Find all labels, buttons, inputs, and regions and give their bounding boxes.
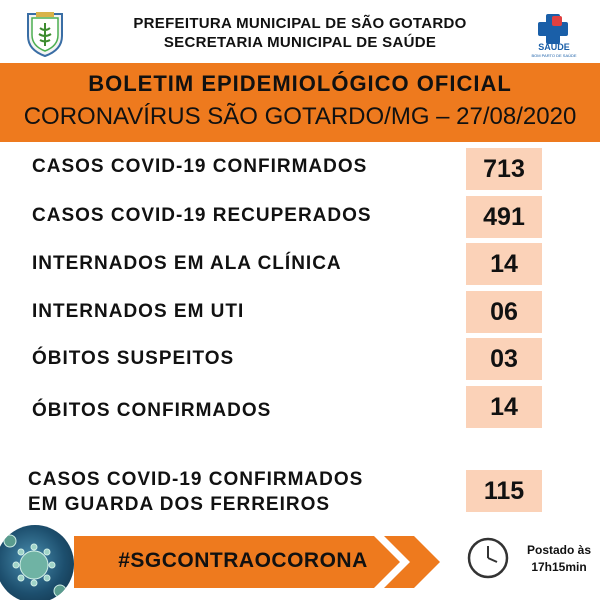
stat-value-clinic: 14	[466, 243, 542, 285]
header-line-2: SECRETARIA MUNICIPAL DE SAÚDE	[163, 34, 437, 51]
stat-value-recovered: 491	[466, 196, 542, 238]
saude-sub: BOM PARTO DE SAÚDE	[531, 53, 577, 58]
stat-label-clinic: INTERNADOS EM ALA CLÍNICA	[32, 253, 342, 274]
stat-label-recovered: CASOS COVID-19 RECUPERADOS	[32, 205, 372, 226]
bulletin-banner	[0, 63, 600, 142]
stat-value-confirmed-deaths: 14	[466, 386, 542, 428]
posted-line-1: Postado às	[526, 543, 592, 557]
guarda-label	[28, 467, 363, 517]
stat-value-suspected-deaths: 03	[466, 338, 542, 380]
clock-icon	[466, 536, 510, 580]
stat-label-icu: INTERNADOS EM UTI	[32, 301, 245, 322]
header-line-1: PREFEITURA MUNICIPAL DE SÃO GOTARDO	[133, 15, 467, 32]
bulletin-subtitle: CORONAVÍRUS SÃO GOTARDO/MG – 27/08/2020	[23, 103, 577, 130]
stat-label-confirmed: CASOS COVID-19 CONFIRMADOS	[32, 156, 368, 177]
stat-label-suspected-deaths: ÓBITOS SUSPEITOS	[32, 348, 235, 369]
guarda-label-line-2: EM GUARDA DOS FERREIROS	[28, 494, 331, 515]
stat-value-confirmed: 713	[466, 148, 542, 190]
guarda-label-line-1: CASOS COVID-19 CONFIRMADOS	[28, 469, 364, 490]
saude-label: SAÚDE	[538, 42, 570, 52]
virus-icon	[0, 525, 74, 600]
hashtag-text: #SGCONTRAOCORONA	[118, 549, 368, 572]
stat-value-icu: 06	[466, 291, 542, 333]
header	[0, 0, 600, 62]
posted-line-2: 17h15min	[531, 560, 587, 574]
crest-icon	[22, 10, 68, 58]
bulletin-title: BOLETIM EPIDEMIOLÓGICO OFICIAL	[88, 71, 512, 96]
stat-label-confirmed-deaths: ÓBITOS CONFIRMADOS	[32, 400, 272, 421]
guarda-value: 115	[466, 470, 542, 512]
posted-time	[518, 542, 600, 576]
